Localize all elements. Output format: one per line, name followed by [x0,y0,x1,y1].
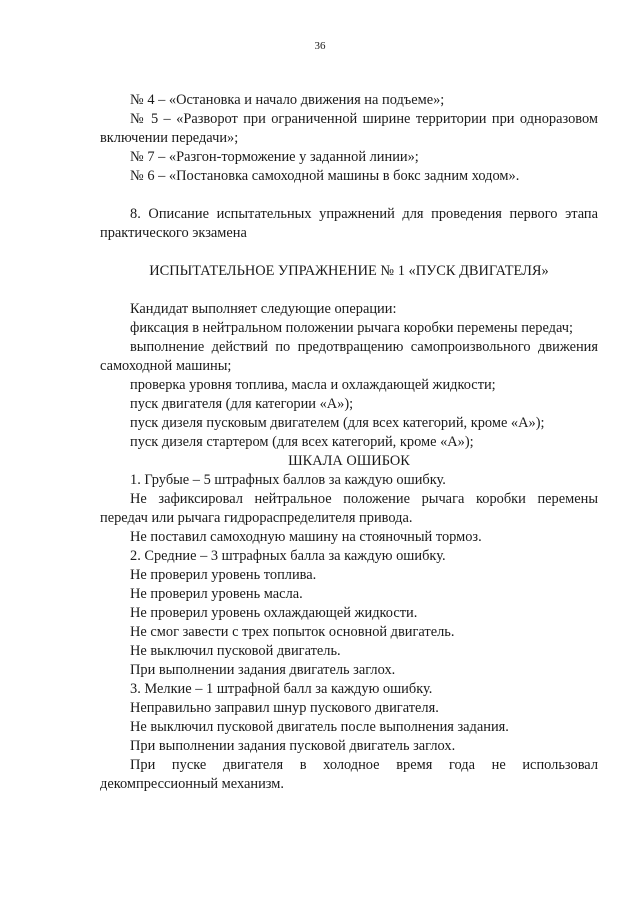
error-item: Неправильно заправил шнур пускового двигателя. [130,700,439,716]
error-category-medium: 2. Средние – 3 штрафных балла за каждую ошибку. [130,548,446,564]
error-item: Не поставил самоходную машину на стояночный тормоз. [130,529,482,545]
operations-intro: Кандидат выполняет следующие операции: [130,301,397,317]
error-item: При выполнении задания двигатель заглох. [130,662,396,678]
operation-item: пуск дизеля пусковым двигателем (для всех категорий, кроме «А»); [130,415,545,431]
exercise-list-item: № 5 – «Разворот при ограниченной ширине территории при одноразовом включении передачи»; [100,111,598,146]
exercise-list-item: № 4 – «Остановка и начало движения на подъеме»; [130,92,445,108]
error-item: Не проверил уровень охлаждающей жидкости. [130,605,418,621]
exercise-list-item: № 6 – «Постановка самоходной машины в бокс задним ходом». [130,168,520,184]
error-category-minor: 3. Мелкие – 1 штрафной балл за каждую ошибку. [130,681,433,697]
error-category-gross: 1. Грубые – 5 штрафных баллов за каждую ошибку. [130,472,446,488]
error-item: При выполнении задания пусковой двигатель заглох. [130,738,456,754]
spacer [100,186,598,205]
error-item: При пуске двигателя в холодное время года не использовал декомпрессионный механизм. [100,757,598,792]
error-item: Не выключил пусковой двигатель после выполнения задания. [130,719,509,735]
error-scale-title: ШКАЛА ОШИБОК [288,453,410,469]
page-number: 36 [314,40,326,52]
operation-item: пуск двигателя (для категории «А»); [130,396,354,412]
error-item: Не зафиксировал нейтральное положение рычага коробки перемены передач или рычага гидрораспределителя привода. [100,491,598,526]
error-item: Не выключил пусковой двигатель. [130,643,341,659]
section-intro: 8. Описание испытательных упражнений для проведения первого этапа практического экзамена [100,206,598,241]
operation-item: пуск дизеля стартером (для всех категорий, кроме «А»); [130,434,474,450]
operation-item: выполнение действий по предотвращению самопроизвольного движения самоходной машины; [100,339,598,374]
operation-item: фиксация в нейтральном положении рычага коробки перемены передач; [130,320,574,336]
exercise-list-item: № 7 – «Разгон-торможение у заданной линии»; [130,149,419,165]
error-item: Не проверил уровень топлива. [130,567,317,583]
exercise-title: ИСПЫТАТЕЛЬНОЕ УПРАЖНЕНИЕ № 1 «ПУСК ДВИГАТЕЛЯ» [149,263,549,279]
document-body [100,91,598,794]
error-item: Не смог завести с трех попыток основной двигатель. [130,624,455,640]
operation-item: проверка уровня топлива, масла и охлаждающей жидкости; [130,377,496,393]
error-item: Не проверил уровень масла. [130,586,303,602]
